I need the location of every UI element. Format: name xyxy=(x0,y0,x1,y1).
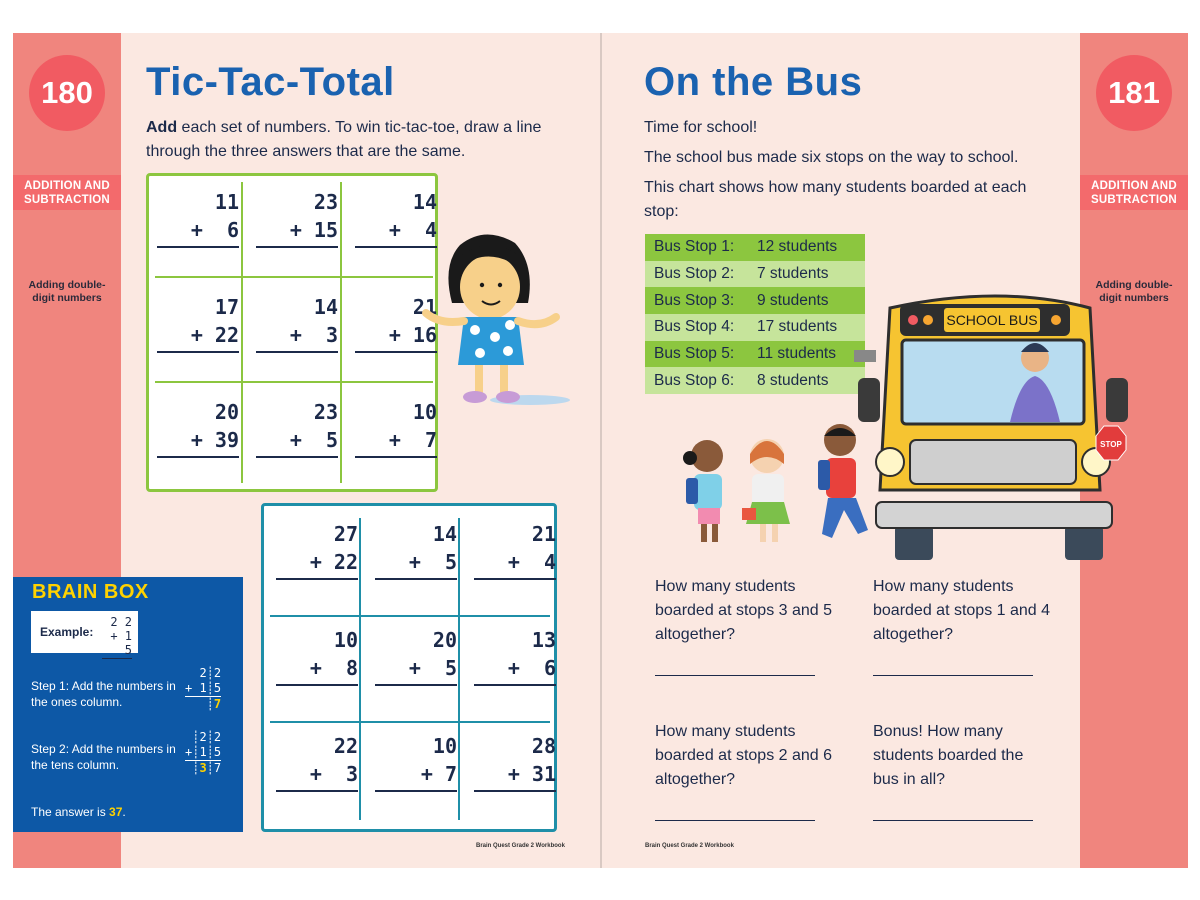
addition-problem xyxy=(157,293,239,353)
child-shorts xyxy=(698,508,720,524)
left-leg xyxy=(475,365,483,393)
bus-stop-label: Bus Stop 2: xyxy=(654,265,735,283)
problem-top-number: 23 xyxy=(313,400,338,424)
problem-bottom-number: + 3 xyxy=(256,321,338,353)
example-box xyxy=(31,611,138,657)
addition-problem xyxy=(276,732,358,792)
bus-stop-row xyxy=(645,287,865,314)
child-backpack xyxy=(818,460,830,490)
dress-flower xyxy=(503,346,513,356)
brain-box-answer: The answer is 37. xyxy=(31,805,126,819)
addition-problem xyxy=(375,626,457,686)
intro-line-2: The school bus made six stops on the way to school. xyxy=(644,149,1019,166)
page-title-right: On the Bus xyxy=(644,60,863,104)
topic-right: Adding double-digit numbers xyxy=(1095,279,1173,304)
student-count: 8 students xyxy=(757,371,829,389)
instructions-text: each set of numbers. To win tic-tac-toe, draw a line through the three answers that are the same. xyxy=(146,119,542,160)
student-count: 7 students xyxy=(757,265,829,283)
child-leg xyxy=(712,524,718,542)
answer-line-3[interactable] xyxy=(655,820,815,821)
child-shirt xyxy=(826,458,856,498)
child-backpack xyxy=(686,478,698,504)
problem-bottom-number: + 4 xyxy=(355,216,437,248)
problem-top-number: 22 xyxy=(333,734,358,758)
question-2: How many students boarded at stops 1 and 4 altogether? xyxy=(873,578,1051,643)
bus-stop-row xyxy=(645,261,865,288)
problem-bottom-number: + 6 xyxy=(474,654,556,686)
headlight-left xyxy=(876,448,904,476)
child-leg xyxy=(701,524,707,542)
addition-problem xyxy=(256,293,338,353)
left-arm xyxy=(426,313,464,322)
problem-bottom-number: + 7 xyxy=(375,760,457,792)
example-label: Example: xyxy=(40,625,94,639)
right-wheel xyxy=(1065,526,1103,560)
page-title-left: Tic-Tac-Total xyxy=(146,60,395,104)
page-number-right: 181 xyxy=(1096,55,1172,131)
question-1: How many students boarded at stops 3 and 5 altogether? xyxy=(655,578,833,643)
step-1: Step 1: Add the numbers in the ones column. xyxy=(31,679,176,709)
answer-value: 37 xyxy=(109,805,123,819)
problem-top-number: 10 xyxy=(333,628,358,652)
child-hair xyxy=(683,451,697,465)
stop-sign-text: STOP xyxy=(1100,440,1122,449)
bus-stop-label: Bus Stop 4: xyxy=(654,318,735,336)
problem-top-number: 14 xyxy=(412,190,437,214)
answer-line-1[interactable] xyxy=(655,675,815,676)
step-2: Step 2: Add the numbers in the tens column. xyxy=(31,742,176,772)
example-bottom: + 1 5 xyxy=(110,629,132,657)
grid-line xyxy=(458,518,460,820)
grid-line xyxy=(241,182,243,483)
book-spine xyxy=(600,33,602,868)
intro-line-3: This chart shows how many students boarded at each stop: xyxy=(644,179,1027,220)
eye xyxy=(498,283,502,287)
problem-bottom-number: + 5 xyxy=(256,426,338,458)
example-top: 2 2 xyxy=(110,615,132,629)
problem-bottom-number: + 3 xyxy=(276,760,358,792)
problem-bottom-number: + 39 xyxy=(157,426,239,458)
right-leg xyxy=(500,365,508,393)
left-wheel xyxy=(895,526,933,560)
student-count: 11 students xyxy=(757,345,836,363)
dress-flower xyxy=(470,325,480,335)
eye xyxy=(480,283,484,287)
problem-top-number: 21 xyxy=(412,295,437,319)
footer-right: Brain Quest Grade 2 Workbook xyxy=(645,843,734,849)
left-shoe xyxy=(463,391,487,403)
answer-line-4[interactable] xyxy=(873,820,1033,821)
bus-stop-chart xyxy=(645,234,865,394)
question-3: How many students boarded at stops 2 and 6 altogether? xyxy=(655,723,833,788)
problem-top-number: 21 xyxy=(531,522,556,546)
student-count: 17 students xyxy=(757,318,838,336)
problem-top-number: 28 xyxy=(531,734,556,758)
bumper xyxy=(876,502,1112,528)
dress-flower xyxy=(490,332,500,342)
problem-top-number: 17 xyxy=(214,295,239,319)
tic-tac-toe-grid-green xyxy=(146,173,438,492)
problem-bottom-number: + 4 xyxy=(474,548,556,580)
bus-sign-text: SCHOOL BUS xyxy=(946,312,1038,328)
problem-bottom-number: + 6 xyxy=(157,216,239,248)
bus-stop-row xyxy=(645,341,865,368)
example-problem xyxy=(102,615,132,659)
left-mirror xyxy=(858,378,880,422)
student-count: 12 students xyxy=(757,238,838,256)
addition-problem xyxy=(276,520,358,580)
addition-problem xyxy=(256,188,338,248)
child-leg xyxy=(760,524,766,542)
problem-bottom-number: + 16 xyxy=(355,321,437,353)
girl-illustration xyxy=(420,225,570,410)
addition-problem xyxy=(276,626,358,686)
problem-top-number: 27 xyxy=(333,522,358,546)
problem-top-number: 14 xyxy=(432,522,457,546)
bus-stop-label: Bus Stop 3: xyxy=(654,291,735,309)
grid-line xyxy=(155,381,433,383)
grille xyxy=(910,440,1076,484)
school-bus-illustration xyxy=(850,290,1122,565)
addition-problem xyxy=(157,398,239,458)
bus-stop-row xyxy=(645,234,865,261)
addition-problem xyxy=(375,520,457,580)
grid-line xyxy=(340,182,342,483)
bus-light xyxy=(923,315,933,325)
right-mirror xyxy=(1106,378,1128,422)
addition-problem xyxy=(474,626,556,686)
problem-bottom-number: + 31 xyxy=(474,760,556,792)
dress-flower xyxy=(505,320,515,330)
addition-problem xyxy=(157,188,239,248)
tic-tac-toe-grid-teal xyxy=(261,503,557,832)
face xyxy=(460,255,520,319)
question-4: Bonus! How many students boarded the bus in all? xyxy=(873,723,1024,788)
bus-light xyxy=(1051,315,1061,325)
topic-left: Adding double-digit numbers xyxy=(28,279,106,304)
problem-top-number: 20 xyxy=(214,400,239,424)
section-tag-right: ADDITION AND SUBTRACTION xyxy=(1080,175,1188,210)
bus-stop-label: Bus Stop 6: xyxy=(654,371,735,389)
page-number-left: 180 xyxy=(29,55,105,131)
addition-problem xyxy=(375,732,457,792)
problem-top-number: 14 xyxy=(313,295,338,319)
instructions-bold: Add xyxy=(146,119,178,136)
addition-problem xyxy=(474,732,556,792)
problem-top-number: 10 xyxy=(412,400,437,424)
brain-box-title: BRAIN BOX xyxy=(32,581,149,603)
problem-bottom-number: + 5 xyxy=(375,548,457,580)
step-1-work: 2┊2 + 1┊5 ┊7 xyxy=(185,666,222,711)
right-shoe xyxy=(496,391,520,403)
grid-line xyxy=(270,615,550,617)
children-illustration xyxy=(672,420,872,550)
problem-bottom-number: + 15 xyxy=(256,216,338,248)
problem-top-number: 23 xyxy=(313,190,338,214)
grid-line xyxy=(359,518,361,820)
child-shirt xyxy=(694,474,722,510)
right-arm xyxy=(518,317,556,324)
bus-stop-row xyxy=(645,367,865,394)
bus-stop-row xyxy=(645,314,865,341)
grid-line xyxy=(270,721,550,723)
addition-problem xyxy=(474,520,556,580)
problem-bottom-number: + 7 xyxy=(355,426,437,458)
dress-flower xyxy=(475,348,485,358)
footer-left: Brain Quest Grade 2 Workbook xyxy=(476,843,565,849)
step-2-work: ┊2┊2 +┊1┊5 ┊3┊7 xyxy=(185,730,222,775)
problem-bottom-number: + 22 xyxy=(157,321,239,353)
problem-top-number: 20 xyxy=(432,628,457,652)
lunchbox xyxy=(742,508,756,520)
grid-line xyxy=(155,276,433,278)
addition-problem xyxy=(256,398,338,458)
intro-line-1: Time for school! xyxy=(644,119,758,136)
brain-box xyxy=(13,577,243,832)
bus-stop-label: Bus Stop 1: xyxy=(654,238,735,256)
bus-stop-label: Bus Stop 5: xyxy=(654,345,735,363)
mirror-arm xyxy=(854,350,876,362)
instructions xyxy=(146,116,566,164)
problem-top-number: 10 xyxy=(432,734,457,758)
bus-light xyxy=(908,315,918,325)
problem-bottom-number: + 5 xyxy=(375,654,457,686)
child-pants xyxy=(822,498,868,538)
answer-line-2[interactable] xyxy=(873,675,1033,676)
problem-top-number: 11 xyxy=(214,190,239,214)
problem-top-number: 13 xyxy=(531,628,556,652)
student-count: 9 students xyxy=(757,291,829,309)
problem-bottom-number: + 8 xyxy=(276,654,358,686)
child-leg xyxy=(772,524,778,542)
problem-bottom-number: + 22 xyxy=(276,548,358,580)
section-tag-left: ADDITION AND SUBTRACTION xyxy=(13,175,121,210)
